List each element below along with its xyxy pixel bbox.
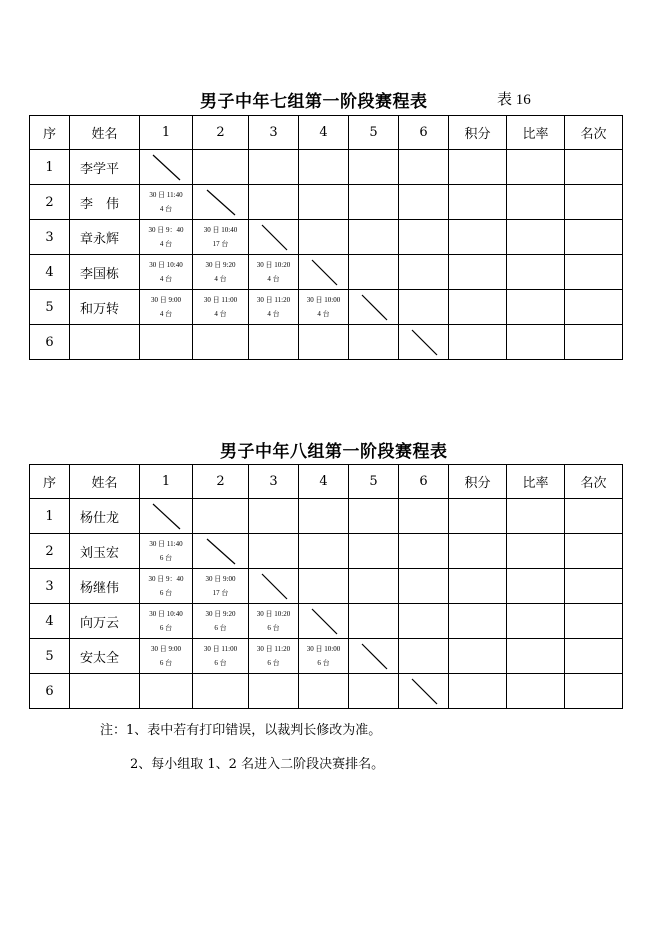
match-schedule-cell xyxy=(299,639,349,674)
column-header: 比率 xyxy=(507,465,565,499)
player-name: 李学平 xyxy=(70,150,140,185)
match-table: 6 台 xyxy=(159,554,173,562)
match-schedule-cell xyxy=(140,534,193,569)
match-table: 6 台 xyxy=(159,589,173,597)
ratio-cell xyxy=(507,150,565,185)
match-table: 4 台 xyxy=(159,205,173,213)
points-cell xyxy=(449,290,507,325)
column-header: 1 xyxy=(140,465,193,499)
table-row xyxy=(30,639,623,674)
diagonal-slash-icon xyxy=(249,569,299,604)
self-match-diagonal-cell xyxy=(193,534,249,569)
match-schedule-cell xyxy=(140,569,193,604)
table-row xyxy=(30,569,623,604)
diagonal-slash-icon xyxy=(299,255,349,290)
rank-cell xyxy=(565,639,623,674)
column-header: 6 xyxy=(399,116,449,150)
match-schedule-cell xyxy=(249,150,299,185)
column-header: 2 xyxy=(193,116,249,150)
match-schedule-cell xyxy=(140,255,193,290)
row-number: 2 xyxy=(30,185,70,220)
self-match-diagonal-cell xyxy=(299,604,349,639)
points-cell xyxy=(449,325,507,360)
column-header: 4 xyxy=(299,116,349,150)
match-time: 30 日 10:40 xyxy=(149,610,183,618)
table-row xyxy=(30,534,623,569)
match-time: 30 日 11:00 xyxy=(203,296,238,304)
table-row xyxy=(30,220,623,255)
match-schedule-cell xyxy=(299,185,349,220)
ratio-cell xyxy=(507,220,565,255)
ratio-cell xyxy=(507,604,565,639)
match-schedule-cell xyxy=(349,604,399,639)
points-cell xyxy=(449,604,507,639)
match-schedule-cell xyxy=(249,290,299,325)
match-table: 4 台 xyxy=(159,310,173,318)
match-schedule-cell xyxy=(349,674,399,709)
group8-schedule-table xyxy=(29,464,623,709)
self-match-diagonal-cell xyxy=(193,185,249,220)
points-cell xyxy=(449,220,507,255)
rank-cell xyxy=(565,534,623,569)
match-time: 30 日 10:20 xyxy=(256,610,291,618)
match-schedule-cell xyxy=(193,604,249,639)
match-schedule-cell xyxy=(299,674,349,709)
match-schedule-cell xyxy=(140,674,193,709)
ratio-cell xyxy=(507,534,565,569)
column-header: 3 xyxy=(249,465,299,499)
match-schedule-cell xyxy=(299,499,349,534)
points-cell xyxy=(449,674,507,709)
rank-cell xyxy=(565,255,623,290)
column-header: 积分 xyxy=(449,465,507,499)
match-table: 6 台 xyxy=(159,624,173,632)
match-table: 17 台 xyxy=(212,240,229,248)
match-schedule-cell xyxy=(349,255,399,290)
match-schedule-cell xyxy=(193,290,249,325)
ratio-cell xyxy=(507,325,565,360)
match-table: 6 台 xyxy=(214,659,227,667)
match-schedule-cell xyxy=(140,639,193,674)
match-time: 30 日 9:20 xyxy=(205,610,236,618)
match-schedule-cell xyxy=(193,220,249,255)
player-name: 和万转 xyxy=(70,290,140,325)
match-time: 30 日 10:40 xyxy=(149,261,183,269)
player-name: 杨仕龙 xyxy=(70,499,140,534)
ratio-cell xyxy=(507,185,565,220)
column-header: 5 xyxy=(349,116,399,150)
ratio-cell xyxy=(507,290,565,325)
column-header: 序 xyxy=(30,465,70,499)
match-schedule-cell xyxy=(399,290,449,325)
table-row xyxy=(30,499,623,534)
diagonal-slash-icon xyxy=(349,639,399,674)
match-time: 30 日 9:00 xyxy=(205,575,236,583)
table-row xyxy=(30,325,623,360)
match-time: 30 日 9：40 xyxy=(148,226,184,234)
rank-cell xyxy=(565,674,623,709)
match-schedule-cell xyxy=(399,255,449,290)
rank-cell xyxy=(565,499,623,534)
table-row xyxy=(30,604,623,639)
match-schedule-cell xyxy=(249,674,299,709)
row-number: 4 xyxy=(30,255,70,290)
column-header: 6 xyxy=(399,465,449,499)
match-table: 6 台 xyxy=(214,624,227,632)
column-header: 5 xyxy=(349,465,399,499)
diagonal-slash-icon xyxy=(193,534,249,569)
match-time: 30 日 11:40 xyxy=(149,540,183,548)
points-cell xyxy=(449,569,507,604)
match-time: 30 日 9:00 xyxy=(151,645,181,653)
column-header: 比率 xyxy=(507,116,565,150)
column-header: 3 xyxy=(249,116,299,150)
match-schedule-cell xyxy=(249,185,299,220)
match-schedule-cell xyxy=(299,325,349,360)
match-table: 4 台 xyxy=(214,310,227,318)
diagonal-slash-icon xyxy=(140,499,193,534)
self-match-diagonal-cell xyxy=(249,569,299,604)
rank-cell xyxy=(565,569,623,604)
match-schedule-cell xyxy=(399,569,449,604)
row-number: 6 xyxy=(30,325,70,360)
match-schedule-cell xyxy=(140,604,193,639)
row-number: 2 xyxy=(30,534,70,569)
match-schedule-cell xyxy=(399,639,449,674)
match-schedule-cell xyxy=(299,290,349,325)
match-schedule-cell xyxy=(140,185,193,220)
match-time: 30 日 9:00 xyxy=(151,296,181,304)
match-schedule-cell xyxy=(193,674,249,709)
match-schedule-cell xyxy=(249,325,299,360)
match-schedule-cell xyxy=(193,255,249,290)
player-name xyxy=(70,674,140,709)
player-name: 向万云 xyxy=(70,604,140,639)
column-header: 2 xyxy=(193,465,249,499)
match-schedule-cell xyxy=(349,325,399,360)
column-header: 积分 xyxy=(449,116,507,150)
match-schedule-cell xyxy=(399,499,449,534)
match-schedule-cell xyxy=(140,290,193,325)
group7-title: 男子中年七组第一阶段赛程表 xyxy=(200,92,428,112)
match-schedule-cell xyxy=(399,150,449,185)
match-time: 30 日 11:20 xyxy=(256,296,291,304)
note-1: 注：1、表中若有打印错误，以裁判长修改为准。 xyxy=(100,723,382,738)
ratio-cell xyxy=(507,499,565,534)
match-schedule-cell xyxy=(399,534,449,569)
match-time: 30 日 11:20 xyxy=(256,645,291,653)
match-schedule-cell xyxy=(399,220,449,255)
self-match-diagonal-cell xyxy=(249,220,299,255)
match-table: 4 台 xyxy=(159,240,173,248)
player-name: 李 伟 xyxy=(70,185,140,220)
group8-title: 男子中年八组第一阶段赛程表 xyxy=(220,442,448,462)
points-cell xyxy=(449,255,507,290)
match-table: 6 台 xyxy=(159,659,173,667)
match-schedule-cell xyxy=(193,569,249,604)
player-name: 李国栋 xyxy=(70,255,140,290)
match-schedule-cell xyxy=(299,569,349,604)
match-table: 6 台 xyxy=(267,624,280,632)
match-schedule-cell xyxy=(193,499,249,534)
match-schedule-cell xyxy=(299,534,349,569)
column-header: 序 xyxy=(30,116,70,150)
table-number-label: 表 16 xyxy=(497,92,531,108)
diagonal-slash-icon xyxy=(399,674,449,709)
match-schedule-cell xyxy=(193,639,249,674)
match-schedule-cell xyxy=(349,220,399,255)
table-row xyxy=(30,150,623,185)
column-header: 姓名 xyxy=(70,465,140,499)
match-time: 30 日 9：40 xyxy=(148,575,184,583)
column-header: 1 xyxy=(140,116,193,150)
header-row xyxy=(30,116,623,150)
match-schedule-cell xyxy=(249,499,299,534)
ratio-cell xyxy=(507,674,565,709)
note-2: 2、每小组取 1、2 名进入二阶段决赛排名。 xyxy=(130,757,385,772)
row-number: 1 xyxy=(30,499,70,534)
match-time: 30 日 11:40 xyxy=(149,191,183,199)
match-schedule-cell xyxy=(249,639,299,674)
table-row xyxy=(30,674,623,709)
match-time: 30 日 10:40 xyxy=(203,226,238,234)
self-match-diagonal-cell xyxy=(349,639,399,674)
ratio-cell xyxy=(507,569,565,604)
rank-cell xyxy=(565,290,623,325)
match-table: 4 台 xyxy=(214,275,227,283)
match-time: 30 日 10:00 xyxy=(306,645,341,653)
player-name: 刘玉宏 xyxy=(70,534,140,569)
points-cell xyxy=(449,150,507,185)
match-schedule-cell xyxy=(249,604,299,639)
column-header: 姓名 xyxy=(70,116,140,150)
self-match-diagonal-cell xyxy=(140,499,193,534)
match-schedule-cell xyxy=(349,569,399,604)
rank-cell xyxy=(565,220,623,255)
group7-schedule-table xyxy=(29,115,623,360)
match-table: 4 台 xyxy=(267,275,280,283)
match-time: 30 日 11:00 xyxy=(203,645,238,653)
table-row xyxy=(30,185,623,220)
match-schedule-cell xyxy=(193,325,249,360)
diagonal-slash-icon xyxy=(349,290,399,325)
match-schedule-cell xyxy=(193,150,249,185)
self-match-diagonal-cell xyxy=(399,325,449,360)
match-schedule-cell xyxy=(299,150,349,185)
ratio-cell xyxy=(507,639,565,674)
player-name: 章永辉 xyxy=(70,220,140,255)
match-schedule-cell xyxy=(140,220,193,255)
column-header: 4 xyxy=(299,465,349,499)
row-number: 5 xyxy=(30,290,70,325)
points-cell xyxy=(449,639,507,674)
row-number: 1 xyxy=(30,150,70,185)
match-table: 6 台 xyxy=(267,659,280,667)
row-number: 3 xyxy=(30,569,70,604)
match-table: 17 台 xyxy=(212,589,229,597)
match-schedule-cell xyxy=(249,534,299,569)
column-header: 名次 xyxy=(565,465,623,499)
match-schedule-cell xyxy=(349,185,399,220)
row-number: 3 xyxy=(30,220,70,255)
diagonal-slash-icon xyxy=(193,185,249,220)
match-time: 30 日 10:20 xyxy=(256,261,291,269)
match-schedule-cell xyxy=(249,255,299,290)
self-match-diagonal-cell xyxy=(399,674,449,709)
ratio-cell xyxy=(507,255,565,290)
column-header: 名次 xyxy=(565,116,623,150)
match-schedule-cell xyxy=(349,499,399,534)
match-schedule-cell xyxy=(299,220,349,255)
match-table: 6 台 xyxy=(317,659,330,667)
rank-cell xyxy=(565,325,623,360)
match-time: 30 日 9:20 xyxy=(205,261,236,269)
self-match-diagonal-cell xyxy=(299,255,349,290)
match-schedule-cell xyxy=(399,604,449,639)
row-number: 4 xyxy=(30,604,70,639)
diagonal-slash-icon xyxy=(399,325,449,360)
player-name: 杨继伟 xyxy=(70,569,140,604)
rank-cell xyxy=(565,185,623,220)
self-match-diagonal-cell xyxy=(349,290,399,325)
match-schedule-cell xyxy=(140,325,193,360)
match-table: 4 台 xyxy=(317,310,330,318)
table-row xyxy=(30,255,623,290)
self-match-diagonal-cell xyxy=(140,150,193,185)
table-row xyxy=(30,290,623,325)
match-time: 30 日 10:00 xyxy=(306,296,341,304)
row-number: 5 xyxy=(30,639,70,674)
points-cell xyxy=(449,185,507,220)
points-cell xyxy=(449,499,507,534)
player-name xyxy=(70,325,140,360)
player-name: 安太全 xyxy=(70,639,140,674)
points-cell xyxy=(449,534,507,569)
match-table: 4 台 xyxy=(159,275,173,283)
diagonal-slash-icon xyxy=(140,150,193,185)
rank-cell xyxy=(565,150,623,185)
diagonal-slash-icon xyxy=(299,604,349,639)
match-schedule-cell xyxy=(399,185,449,220)
diagonal-slash-icon xyxy=(249,220,299,255)
match-table: 4 台 xyxy=(267,310,280,318)
header-row xyxy=(30,465,623,499)
match-schedule-cell xyxy=(349,534,399,569)
rank-cell xyxy=(565,604,623,639)
row-number: 6 xyxy=(30,674,70,709)
match-schedule-cell xyxy=(349,150,399,185)
